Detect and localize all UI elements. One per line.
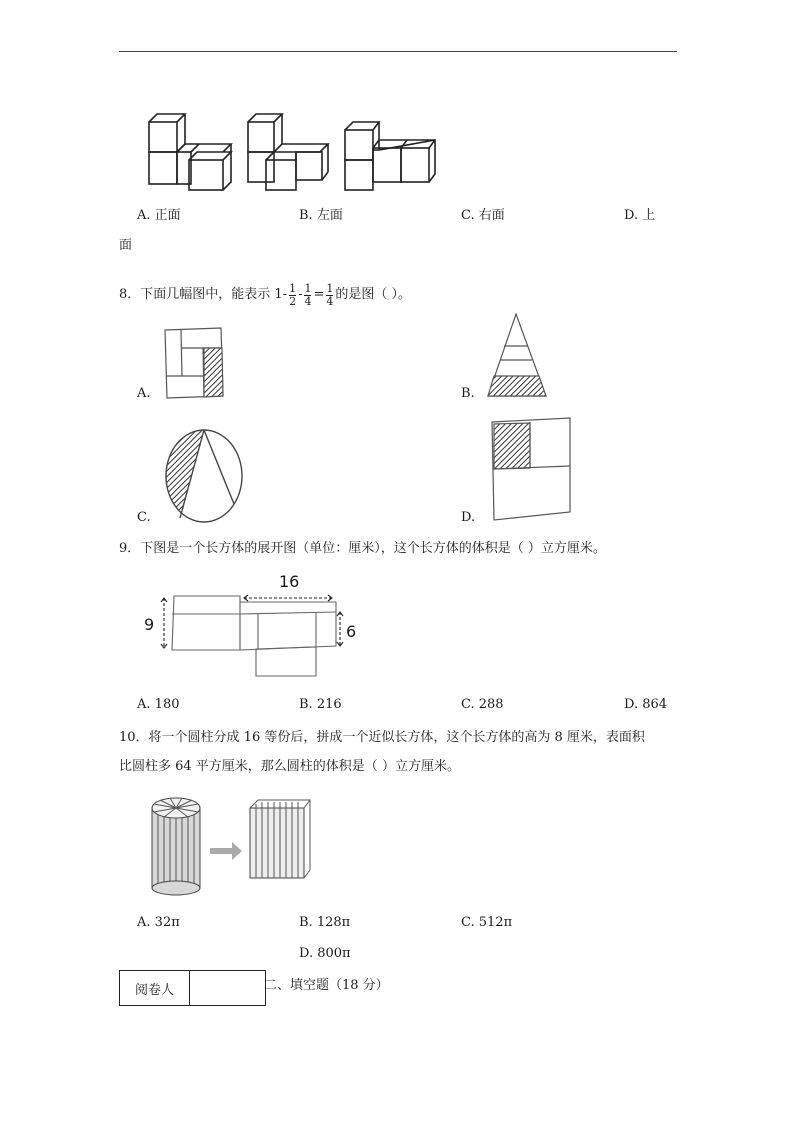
q10-stem-line1: 10．将一个圆柱分成 16 等份后，拼成一个近似长方体，这个长方体的高为 8 厘米，表面积	[119, 730, 645, 745]
q9-option-c[interactable]: C. 288	[461, 697, 504, 712]
q7-figure-c	[343, 120, 439, 192]
q8-figure-a	[163, 326, 225, 400]
q7-figure-b	[246, 110, 332, 192]
q7-figure-a	[147, 110, 237, 192]
section-title: 二、填空题（18 分）	[264, 978, 389, 993]
q8-label-d[interactable]: D.	[461, 510, 476, 525]
grader-label: 阅卷人	[120, 971, 190, 1005]
q8-figure-c	[164, 428, 244, 524]
q8-figure-d	[490, 416, 572, 522]
grader-box	[119, 970, 266, 1006]
q8-label-c[interactable]: C.	[137, 510, 151, 525]
q8-figure-b	[486, 312, 548, 400]
q9-option-a[interactable]: A. 180	[137, 697, 180, 712]
q9-option-d[interactable]: D. 864	[624, 697, 668, 712]
q10-option-a[interactable]: A. 32π	[137, 915, 180, 930]
q10-figure	[148, 794, 312, 896]
q8-fraction-1: $\frac{1}{2}$	[289, 281, 297, 308]
q9-option-b[interactable]: B. 216	[299, 697, 342, 712]
q8-label-b[interactable]: B.	[461, 386, 475, 401]
q7-option-d-wrap: 面	[119, 238, 133, 253]
q8-label-a[interactable]: A.	[137, 386, 151, 401]
q9-dim-right: 6	[346, 622, 357, 641]
q10-option-b[interactable]: B. 128π	[299, 915, 351, 930]
header-rule	[119, 51, 677, 52]
q7-option-d[interactable]: D. 上	[624, 208, 656, 223]
q7-option-c[interactable]: C. 右面	[461, 208, 505, 223]
q10-option-d[interactable]: D. 800π	[299, 946, 351, 961]
q9-stem: 9．下图是一个长方体的展开图（单位：厘米），这个长方体的体积是（ ）立方厘米。	[119, 541, 606, 556]
q8-fraction-3: $\frac{1}{4}$	[326, 281, 334, 308]
q7-option-a[interactable]: A. 正面	[137, 208, 181, 223]
q9-dim-left: 9	[144, 615, 155, 634]
q8-fraction-2: $\frac{1}{4}$	[304, 281, 312, 308]
grader-signature-cell[interactable]	[190, 971, 265, 1005]
q8-stem: 8．下面几幅图中，能表示 1- $\frac{1}{2}$ - $\frac{1}{4}$ = $\frac{1}{4}$ 的是图（ ）。	[119, 281, 412, 308]
q7-option-b[interactable]: B. 左面	[299, 208, 343, 223]
q10-stem-line2: 比圆柱多 64 平方厘米，那么圆柱的体积是（ ）立方厘米。	[119, 759, 460, 774]
q10-option-c[interactable]: C. 512π	[461, 915, 513, 930]
q9-net-figure	[140, 570, 364, 680]
q9-dim-top: 16	[279, 572, 300, 591]
